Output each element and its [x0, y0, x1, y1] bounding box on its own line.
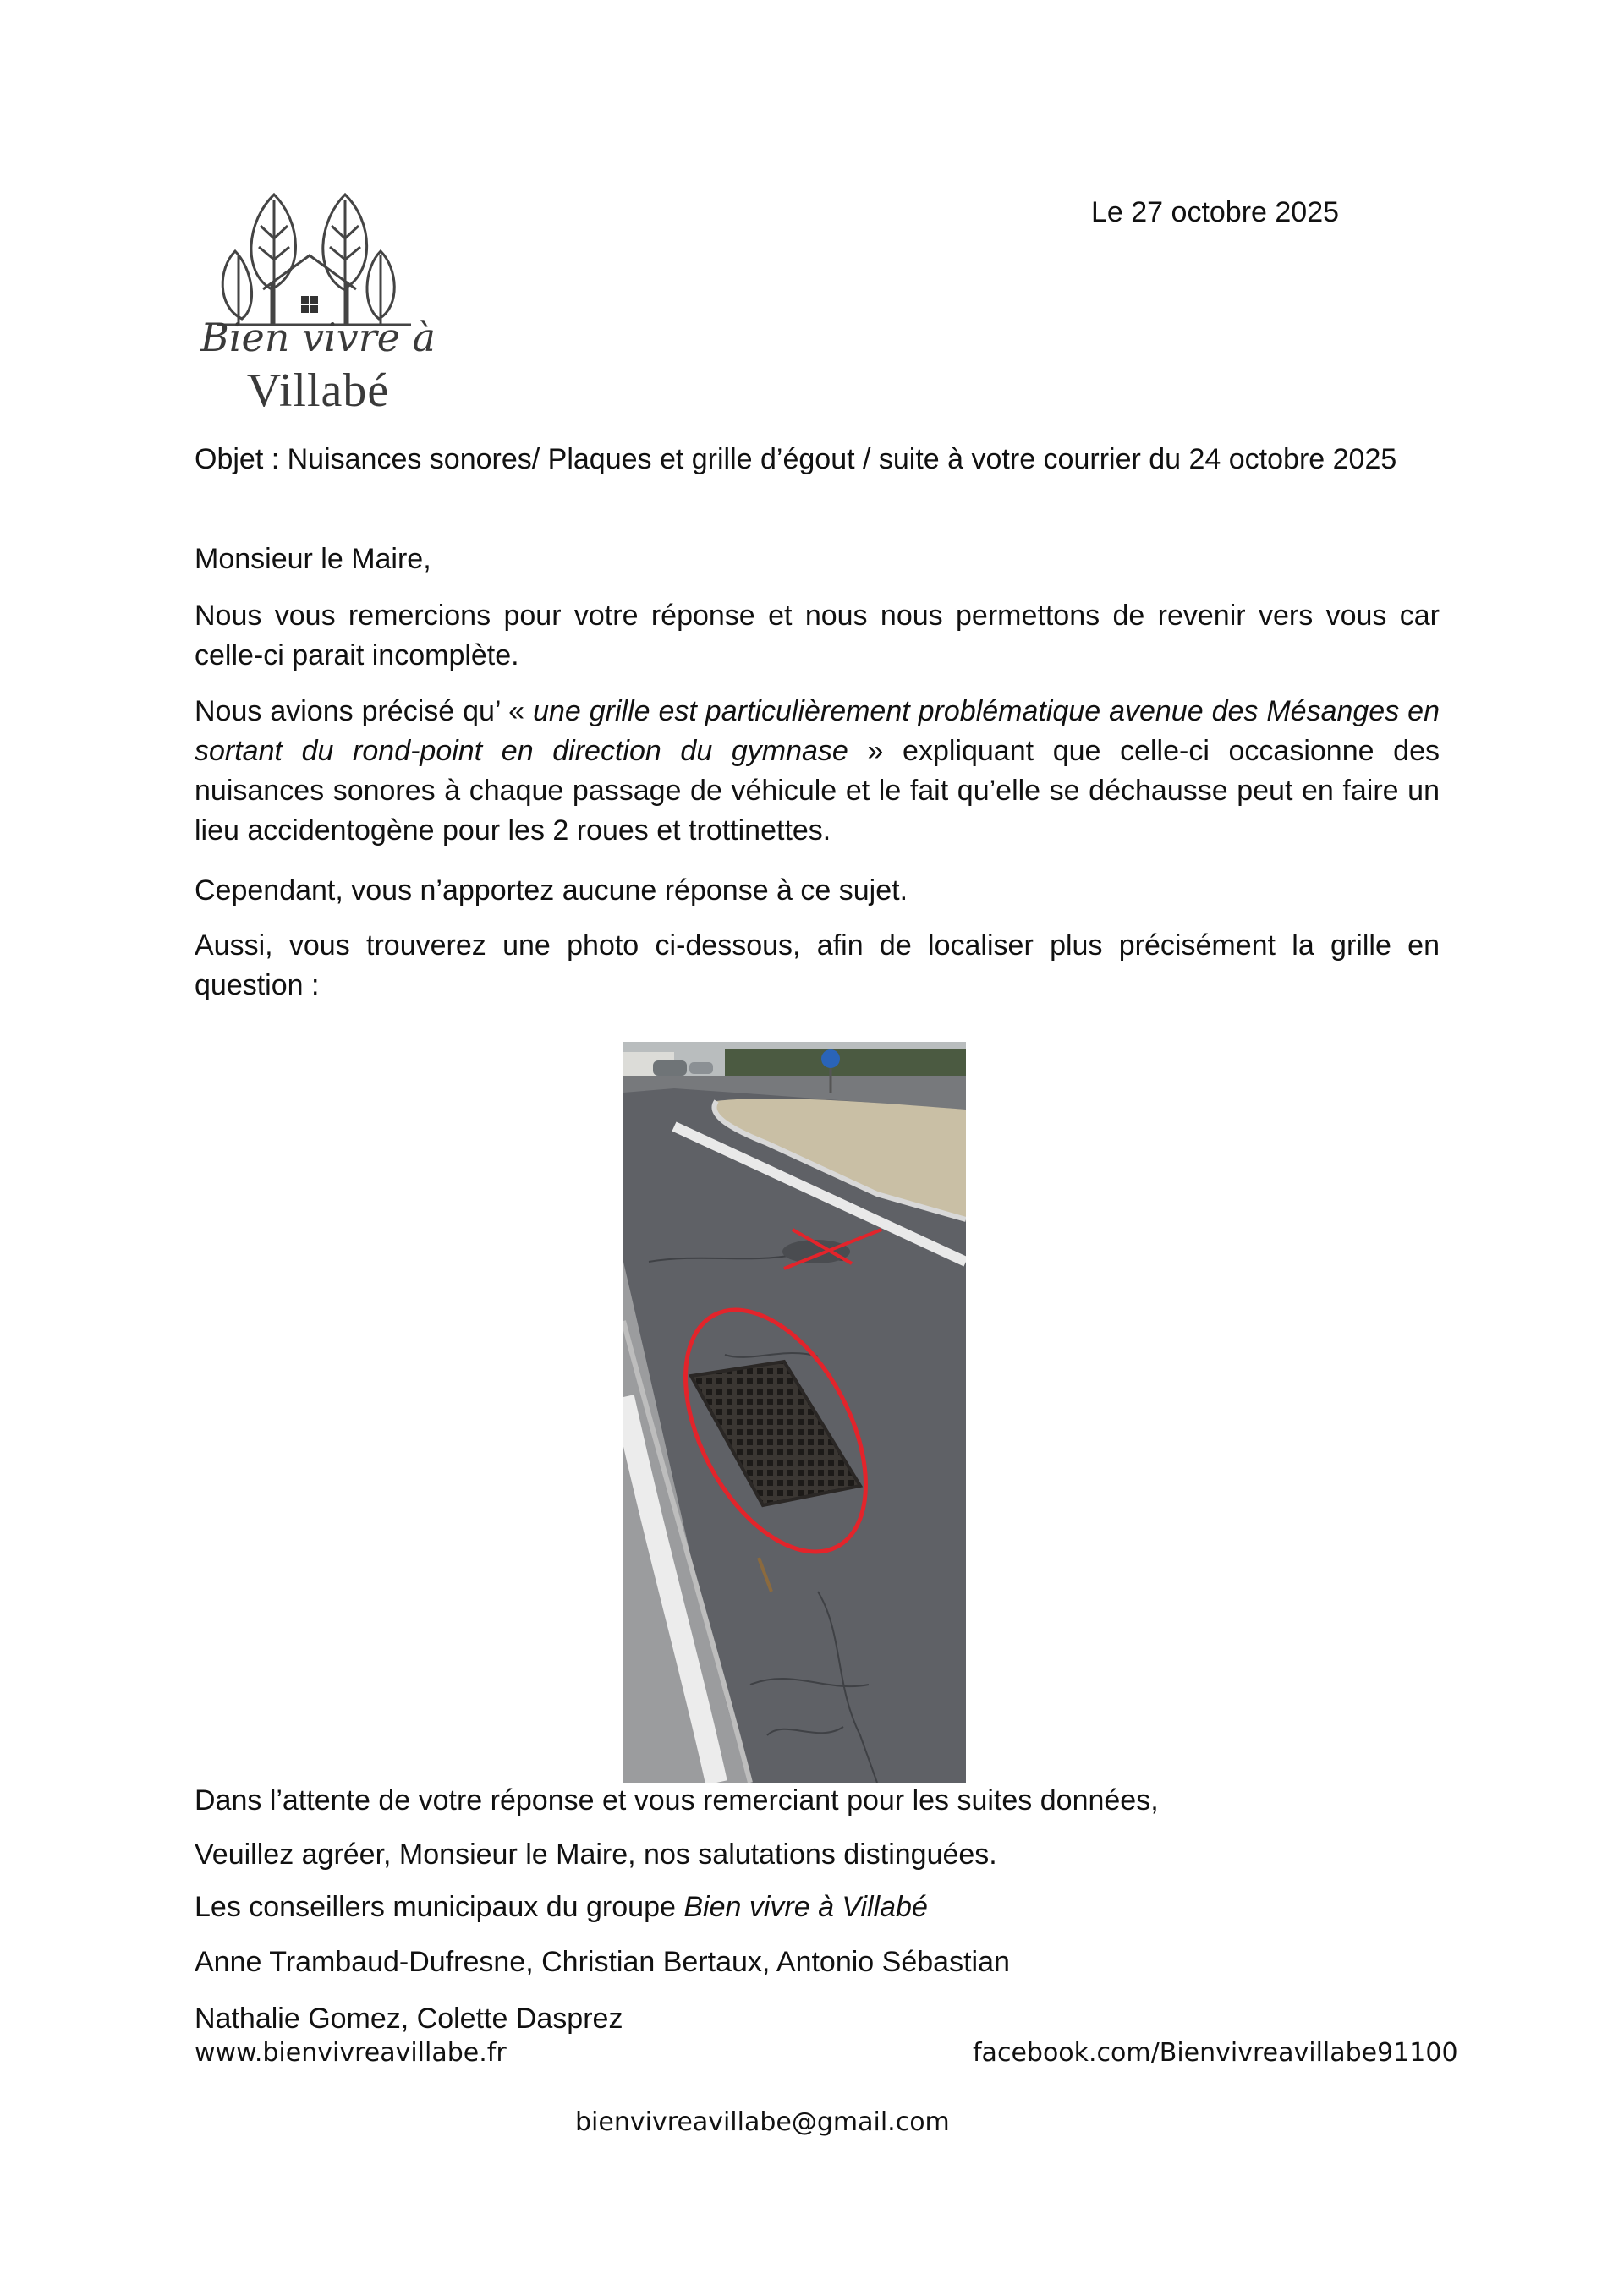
paragraph-3: Cependant, vous n’apportez aucune réponse à ce sujet.: [195, 874, 908, 907]
subject-line: Objet : Nuisances sonores/ Plaques et grille d’égout / suite à votre courrier du 24 octobre 2025: [195, 443, 1397, 475]
road-photo-illustration: [623, 1042, 966, 1783]
email-link[interactable]: bienvivreavillabe@gmail.com: [575, 2107, 950, 2137]
closing-line-2: Veuillez agréer, Monsieur le Maire, nos salutations distinguées.: [195, 1838, 997, 1871]
signatories-line-2: Nathalie Gomez, Colette Dasprez: [195, 2003, 623, 2035]
signature-group: [195, 1888, 1440, 1927]
facebook-link[interactable]: facebook.com/Bienvivreavillabe91100: [973, 2038, 1458, 2068]
logo-script-text: Bien vivre à: [200, 315, 436, 360]
paragraph-2-rest: » expliquant que celle-ci occasionne des nuisances sonores à chaque passage de véhicule et le fait qu’elle se déchausse peut en faire un lieu accidentogène pour les 2 roues et trottinettes.: [195, 735, 1440, 847]
paragraph-1: Nous vous remercions pour votre réponse et nous nous permettons de revenir vers vous car celle-ci parait incomplète.: [195, 600, 1440, 671]
paragraph-2-intro: Nous avions précisé qu’ «: [195, 695, 534, 727]
salutation: Monsieur le Maire,: [195, 543, 431, 575]
road-drain-photo: [623, 1042, 966, 1783]
letter-date: Le 27 octobre 2025: [1091, 196, 1340, 228]
association-logo: [183, 188, 453, 425]
signature-intro: Les conseillers municipaux du groupe: [195, 1891, 684, 1923]
signatories-line-1: Anne Trambaud-Dufresne, Christian Bertaux, Antonio Sébastian: [195, 1946, 1010, 1978]
closing-line-1: Dans l’attente de votre réponse et vous remerciant pour les suites données,: [195, 1784, 1159, 1817]
paragraph-2-quote: une grille est particulièrement problématique avenue des Mésanges en sortant du rond-point en direction du gymnase: [195, 695, 1440, 767]
paragraph-4: Aussi, vous trouverez une photo ci-dessous, afin de localiser plus précisément la grille en question :: [195, 929, 1440, 1001]
signature-group-name: Bien vivre à Villabé: [683, 1891, 928, 1923]
website-link[interactable]: www.bienvivreavillabe.fr: [195, 2038, 507, 2068]
paragraph-2: [195, 692, 1440, 851]
trees-house-icon: [183, 188, 453, 332]
logo-name-text: Villabé: [246, 364, 390, 417]
